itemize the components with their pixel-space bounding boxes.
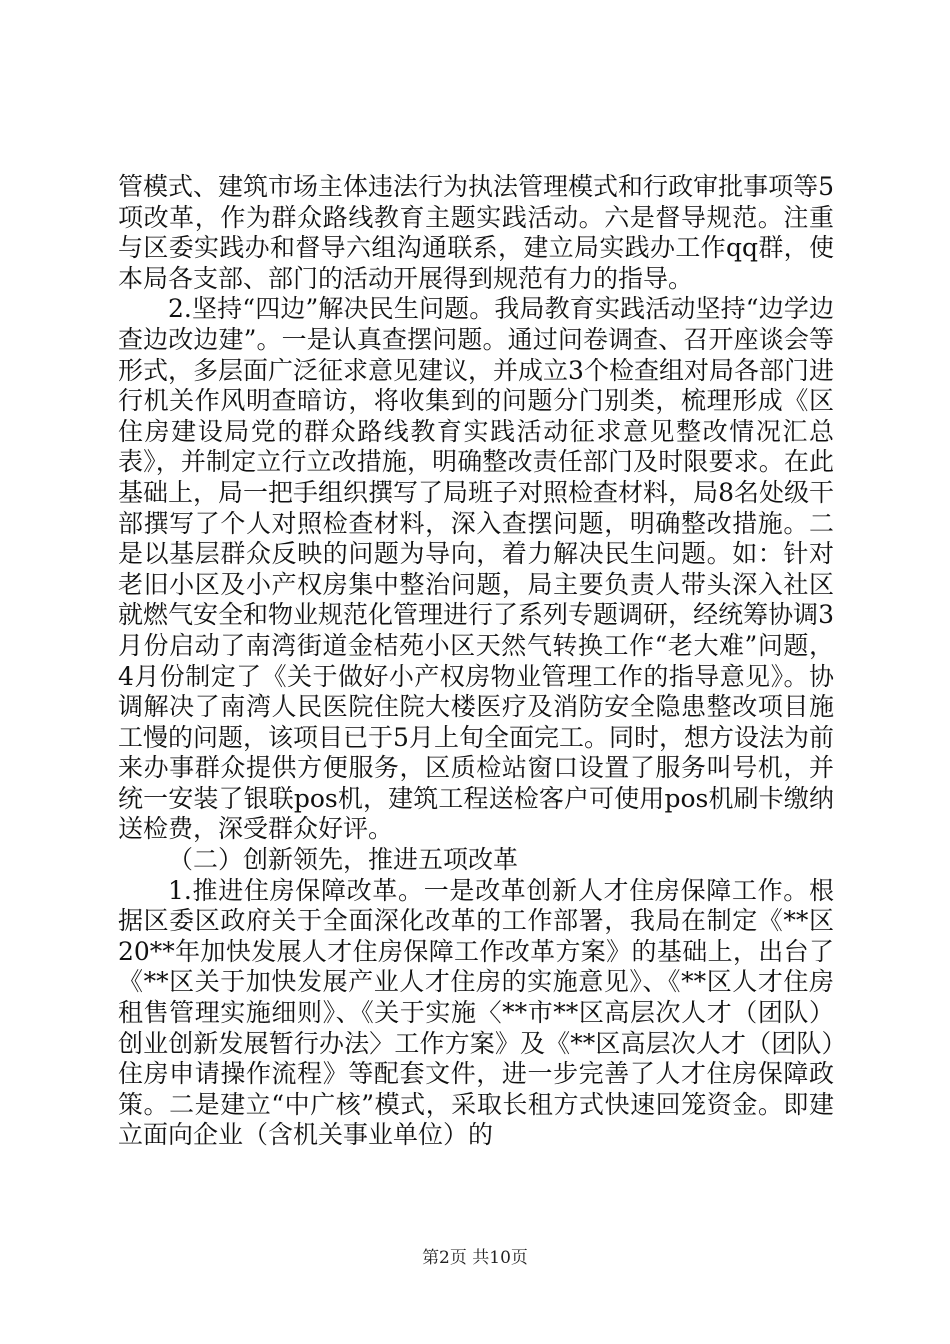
paragraph-continuation: 管模式、建筑市场主体违法行为执法管理模式和行政审批事项等5项改革，作为群众路线教育主题实践活动。六是督导规范。注重与区委实践办和督导六组沟通联系，建立局实践办工作qq群，使本局各支部、部门的活动开展得到规范有力的指导。 [118,172,834,293]
section-heading-innovation: （二）创新领先，推进五项改革 [168,845,519,875]
page-number-footer: 第2页 共10页 [422,1248,528,1268]
paragraph-four-sides: 2.坚持“四边”解决民生问题。我局教育实践活动坚持“边学边查边改边建”。一是认真查摆问题。通过问卷调查、召开座谈会等形式，多层面广泛征求意见建议，并成立3个检查组对局各部门进行机关作风明查暗访，将收集到的问题分门别类，梳理形成《区住房建设局党的群众路线教育实践活动征求意见整改情况汇总表》，并制定立行立改措施，明确整改责任部门及时限要求。在此基础上，局一把手组织撰写了局班子对照检查材料，局8名处级干部撰写了个人对照检查材料，深入查摆问题，明确整改措施。二是以基层群众反映的问题为导向，着力解决民生问题。如：针对老旧小区及小产权房集中整治问题，局主要负责人带头深入社区就燃气安全和物业规范化管理进行了系列专题调研，经统筹协调3月份启动了南湾街道金桔苑小区天然气转换工作“老大难”问题，4月份制定了《关于做好小产权房物业管理工作的指导意见》。协调解决了南湾人民医院住院大楼医疗及消防安全隐患整改项目施工慢的问题，该项目已于5月上旬全面完工。同时，想方设法为前来办事群众提供方便服务，区质检站窗口设置了服务叫号机，并统一安装了银联pos机，建筑工程送检客户可使用pos机刷卡缴纳送检费，深受群众好评。 [118,294,834,844]
paragraph-housing-reform: 1.推进住房保障改革。一是改革创新人才住房保障工作。根据区委区政府关于全面深化改革的工作部署，我局在制定《**区20**年加快发展人才住房保障工作改革方案》的基础上，出台了《**区关于加快发展产业人才住房的实施意见》、《**区人才住房租售管理实施细则》、《关于实施〈**市**区高层次人才（团队）创业创新发展暂行办法〉工作方案》及《**区高层次人才（团队）住房申请操作流程》等配套文件，进一步完善了人才住房保障政策。二是建立“中广核”模式，采取长租方式快速回笼资金。即建立面向企业（含机关事业单位）的 [118,875,834,1150]
document-body [118,172,834,1151]
